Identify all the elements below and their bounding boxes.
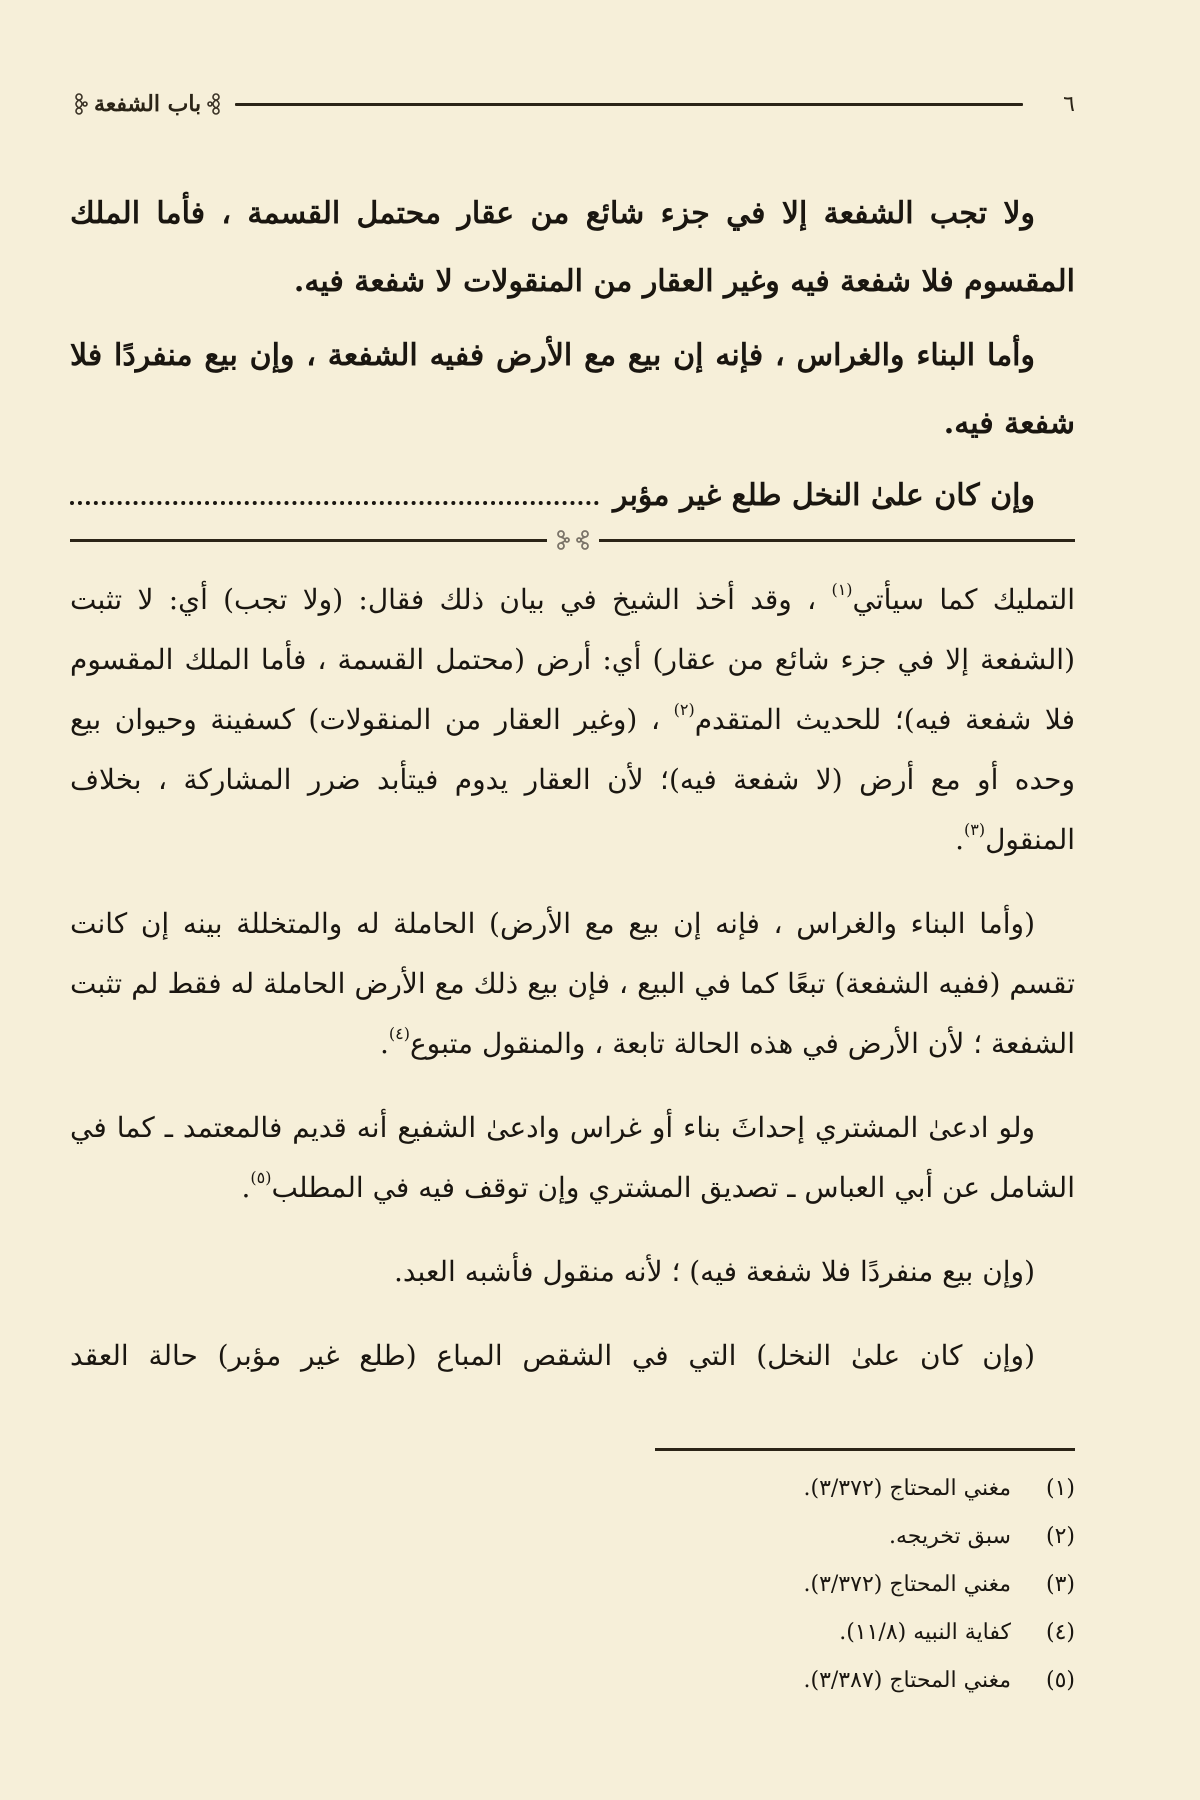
page-number: ٦ [1063, 91, 1075, 117]
footnote-rule [655, 1448, 1075, 1451]
footnote-number: (٤) [1045, 1620, 1075, 1645]
sharh-paragraph: (وإن كان علىٰ النخل) التي في الشقص المباع (طلع غير مؤبر) حالة العقد [70, 1339, 1035, 1372]
matn-paragraph: ولا تجب الشفعة إلا في جزء شائع من عقار محتمل القسمة ، فأما الملك المقسوم فلا شفعة فيه وغير العقار من المنقولات لا شفعة فيه. [70, 196, 1075, 299]
footnote-ref[interactable]: (١) [831, 580, 853, 599]
footnote-text: سبق تخريجه. [889, 1524, 1011, 1549]
sharh-text: . [379, 1027, 389, 1060]
matn-paragraph-continued [70, 462, 1075, 530]
footnotes [475, 1465, 1075, 1705]
matn-line: وإن كان علىٰ النخل طلع غير مؤبر [613, 478, 1035, 513]
matn-text [70, 180, 1075, 534]
sharh-paragraph [70, 1098, 1075, 1218]
sharh-paragraph [70, 570, 1075, 870]
footnote-ref[interactable]: (٢) [673, 700, 695, 719]
sharh-text: . [241, 1171, 251, 1204]
footnote-ref[interactable]: (٥) [250, 1168, 272, 1187]
floral-ornament-icon [207, 92, 225, 116]
separator-rule [599, 539, 1076, 542]
chapter-title: باب الشفعة [94, 91, 202, 117]
footnote-item [475, 1609, 1075, 1657]
footnote-item [475, 1561, 1075, 1609]
section-separator [70, 528, 1075, 552]
sharh-text: ، وقد أخذ الشيخ في بيان ذلك فقال: (ولا تجب) أي: لا تثبت (الشفعة إلا في جزء شائع من عقار) أي: أرض (محتمل القسمة ، فأما الملك المقسوم فلا شفعة فيه)؛ للحديث المتقدم [70, 583, 1076, 736]
continuation-dots [70, 487, 599, 505]
separator-rule [70, 539, 547, 542]
book-page [70, 0, 1075, 1800]
running-header [70, 86, 1075, 122]
floral-ornament-icon [551, 529, 571, 551]
sharh-paragraph: (وإن بيع منفردًا فلا شفعة فيه) ؛ لأنه منقول فأشبه العبد. [393, 1255, 1035, 1288]
sharh-paragraph [70, 894, 1075, 1074]
footnote-text: مغني المحتاج (٣/٣٧٢). [803, 1476, 1011, 1501]
footnote-number: (٣) [1045, 1572, 1075, 1597]
separator-ornament [551, 529, 595, 551]
header-rule [235, 103, 1023, 106]
sharh-commentary [70, 570, 1075, 1410]
sharh-text: التمليك كما سيأتي [852, 583, 1076, 616]
floral-ornament-icon [575, 529, 595, 551]
footnote-number: (١) [1045, 1476, 1075, 1501]
footnote-item [475, 1465, 1075, 1513]
floral-ornament-icon [70, 92, 88, 116]
sharh-text: ولو ادعىٰ المشتري إحداثَ بناء أو غراس وادعىٰ الشفيع أنه قديم فالمعتمد ـ كما في الشامل عن أبي العباس ـ تصديق المشتري وإن توقف فيه في المطلب [70, 1111, 1075, 1204]
footnote-ref[interactable]: (٤) [388, 1024, 410, 1043]
footnote-number: (٢) [1045, 1524, 1075, 1549]
matn-paragraph: وأما البناء والغراس ، فإنه إن بيع مع الأرض ففيه الشفعة ، وإن بيع منفردًا فلا شفعة فيه. [70, 338, 1075, 441]
footnote-number: (٥) [1045, 1668, 1075, 1693]
footnote-text: كفاية النبيه (١١/٨). [839, 1620, 1011, 1645]
chapter-title-block [70, 91, 225, 117]
footnote-text: مغني المحتاج (٣/٣٧٢). [803, 1572, 1011, 1597]
sharh-text: (وأما البناء والغراس ، فإنه إن بيع مع الأرض) الحاملة له والمتخللة بينه إن كانت تقسم (ففيه الشفعة) تبعًا كما في البيع ، فإن بيع ذلك مع الأرض الحاملة له فقط لم تثبت الشفعة ؛ لأن الأرض في هذه الحالة تابعة ، والمنقول متبوع [70, 907, 1075, 1060]
footnote-item [475, 1513, 1075, 1561]
footnote-item [475, 1657, 1075, 1705]
sharh-text: . [955, 823, 964, 856]
sharh-text: ، (وغير العقار من المنقولات) كسفينة وحيوان بيع وحده أو مع أرض (لا شفعة فيه)؛ لأن العقار يدوم فيتأبد ضرر المشاركة ، بخلاف المنقول [70, 703, 1075, 856]
footnote-text: مغني المحتاج (٣/٣٨٧). [803, 1668, 1011, 1693]
footnote-ref[interactable]: (٣) [963, 820, 986, 839]
